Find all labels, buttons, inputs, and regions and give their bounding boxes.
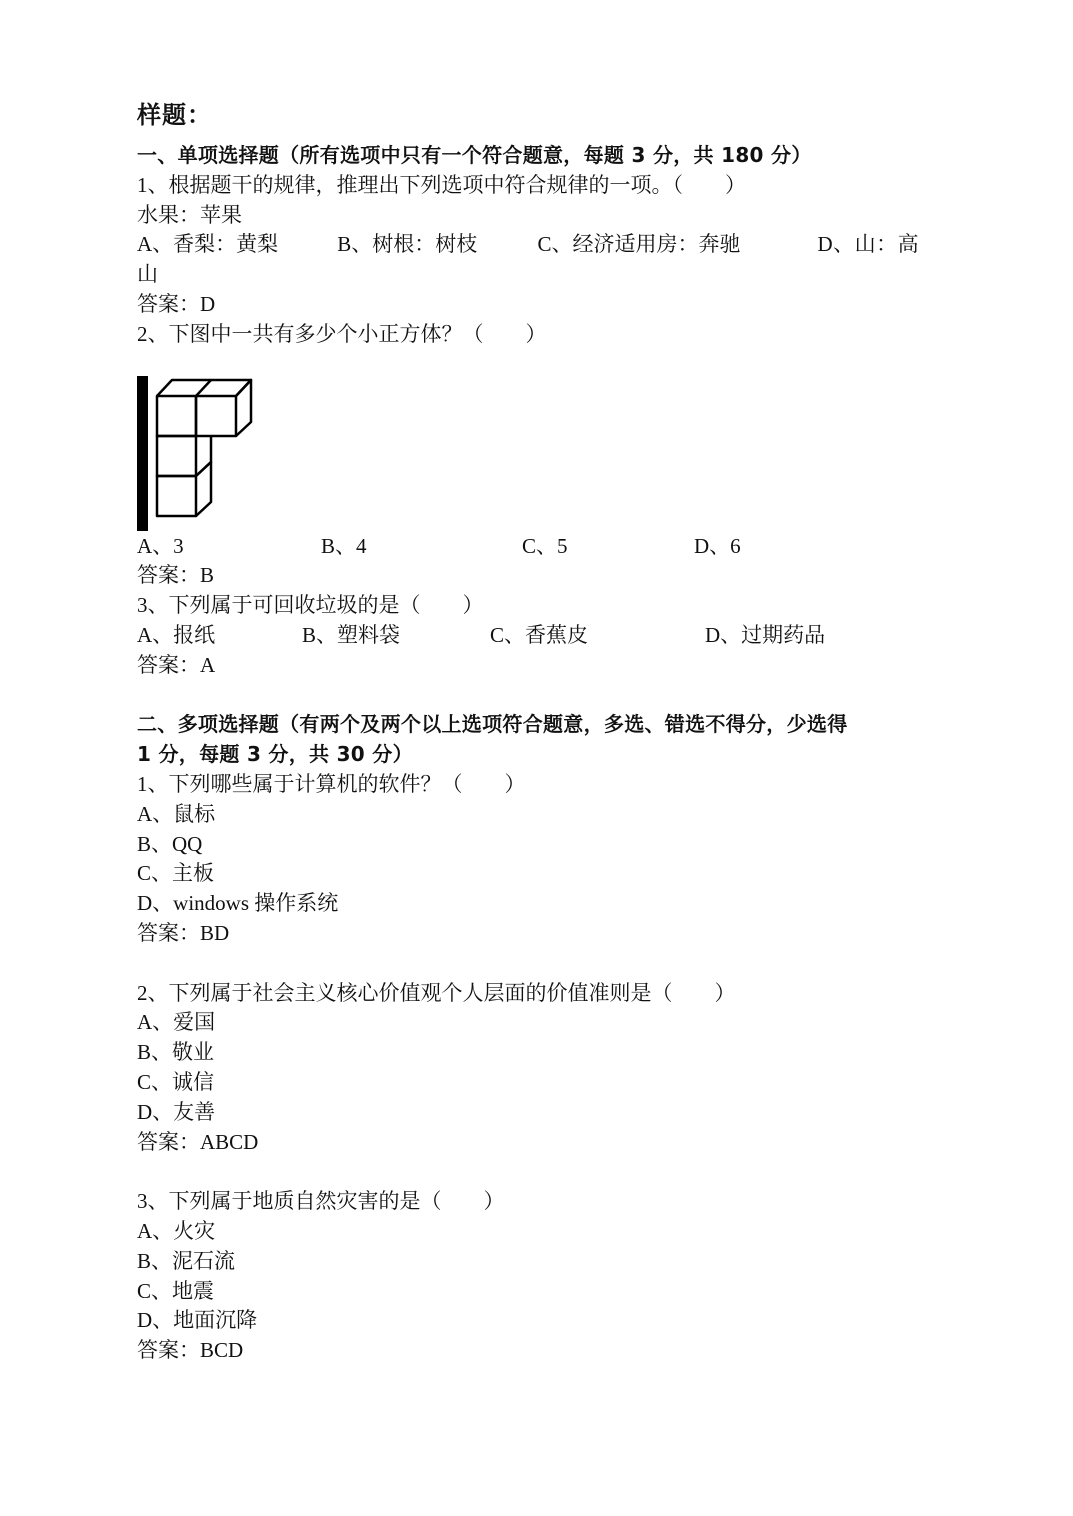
s2-q1-stem: 1、下列哪些属于计算机的软件？（ ） — [137, 771, 526, 796]
option-a: A、3 — [137, 533, 184, 558]
option-c: C、香蕉皮 — [490, 622, 589, 647]
option-a: A、香梨：黄梨 — [137, 232, 279, 257]
s2-q1-option-b: B、QQ — [137, 831, 203, 856]
section-1-heading: 一、单项选择题（所有选项中只有一个符合题意，每题 3 分，共 180 分） — [137, 143, 812, 167]
option-c: C、经济适用房：奔驰 — [537, 232, 741, 257]
option-b: B、树根：树枝 — [337, 232, 478, 257]
s1-q2-stem: 2、下图中一共有多少个小正方体？（ ） — [137, 321, 547, 346]
spacer — [137, 681, 937, 711]
option-b: B、4 — [321, 533, 367, 558]
s1-q1-stem: 1、根据题干的规律，推理出下列选项中符合规律的一项。（ ） — [137, 172, 746, 197]
s1-q1-options — [137, 230, 937, 260]
s1-q1-prompt: 水果：苹果 — [137, 202, 242, 227]
option-d: D、6 — [694, 533, 741, 558]
s1-q1-answer: 答案：D — [137, 291, 216, 316]
document-page — [137, 97, 937, 1366]
s2-q3-stem: 3、下列属于地质自然灾害的是（ ） — [137, 1189, 505, 1214]
s2-q1-option-a: A、鼠标 — [137, 801, 216, 826]
s2-q3-option-c: C、地震 — [137, 1278, 215, 1303]
s2-q2-answer: 答案：ABCD — [137, 1129, 259, 1154]
s2-q1-option-d: D、windows 操作系统 — [137, 891, 339, 916]
spacer — [137, 949, 937, 979]
s1-q1-option-wrap: 山 — [137, 262, 158, 287]
option-c: C、5 — [522, 533, 568, 558]
s2-q2-stem: 2、下列属于社会主义核心价值观个人层面的价值准则是（ ） — [137, 980, 736, 1005]
cube-stack-icon — [137, 374, 262, 534]
s2-q2-option-d: D、友善 — [137, 1099, 216, 1124]
spacer — [137, 1157, 937, 1187]
s2-q3-option-d: D、地面沉降 — [137, 1308, 258, 1333]
cube-stack-figure — [137, 350, 937, 532]
s1-q2-options — [137, 532, 937, 562]
s2-q1-option-c: C、主板 — [137, 861, 215, 886]
s1-q3-options — [137, 621, 937, 651]
s1-q3-stem: 3、下列属于可回收垃圾的是（ ） — [137, 593, 484, 618]
s2-q1-answer: 答案：BD — [137, 920, 230, 945]
s2-q3-option-b: B、泥石流 — [137, 1248, 236, 1273]
s1-q2-answer: 答案：B — [137, 563, 215, 588]
s1-q3-answer: 答案：A — [137, 652, 216, 677]
page-title: 样题： — [137, 101, 212, 129]
option-d: D、山：高 — [817, 232, 920, 257]
s2-q3-answer: 答案：BCD — [137, 1338, 244, 1363]
option-a: A、报纸 — [137, 622, 216, 647]
section-2-heading-line1: 二、多项选择题（有两个及两个以上选项符合题意，多选、错选不得分，少选得 — [137, 712, 848, 737]
s2-q2-option-b: B、敬业 — [137, 1040, 215, 1065]
section-2-heading-line2: 1 分，每题 3 分，共 30 分） — [137, 742, 413, 767]
option-b: B、塑料袋 — [302, 622, 401, 647]
s2-q2-option-a: A、爱国 — [137, 1010, 216, 1035]
s2-q3-option-a: A、火灾 — [137, 1218, 216, 1243]
option-d: D、过期药品 — [705, 622, 826, 647]
s2-q2-option-c: C、诚信 — [137, 1069, 215, 1094]
